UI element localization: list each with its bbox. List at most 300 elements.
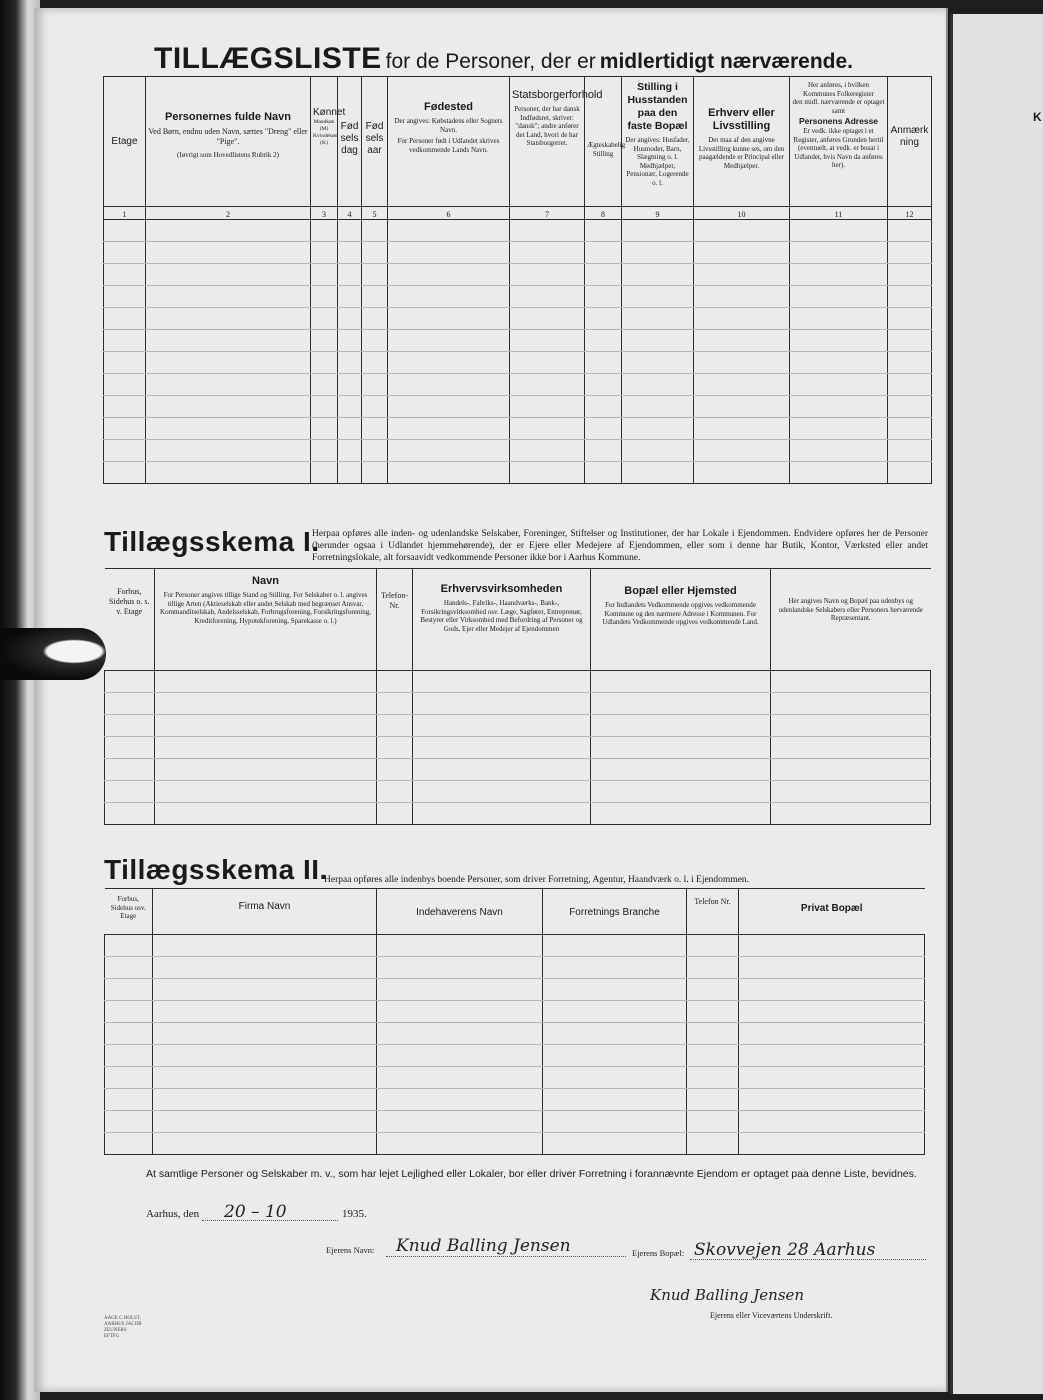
table-cell[interactable] <box>585 242 622 264</box>
table-cell[interactable] <box>155 803 377 825</box>
table-cell[interactable] <box>155 737 377 759</box>
table-cell[interactable] <box>790 330 888 352</box>
table-cell[interactable] <box>377 957 543 979</box>
table-row <box>105 715 931 737</box>
table-cell[interactable] <box>146 374 311 396</box>
table-cell[interactable] <box>377 1133 543 1155</box>
table-cell[interactable] <box>585 462 622 484</box>
table-cell[interactable] <box>362 264 388 286</box>
main-table-body <box>104 220 932 484</box>
table-cell[interactable] <box>585 264 622 286</box>
table-cell[interactable] <box>585 396 622 418</box>
table-cell[interactable] <box>622 308 694 330</box>
table-cell[interactable] <box>888 352 932 374</box>
adjacent-page <box>950 14 1043 1394</box>
table-cell[interactable] <box>790 352 888 374</box>
table-cell[interactable] <box>687 1001 739 1023</box>
table-cell[interactable] <box>790 264 888 286</box>
table-cell[interactable] <box>790 242 888 264</box>
table-cell[interactable] <box>888 374 932 396</box>
table-cell[interactable] <box>771 781 931 803</box>
table-cell[interactable] <box>585 330 622 352</box>
table-cell[interactable] <box>146 286 311 308</box>
table-cell[interactable] <box>687 979 739 1001</box>
table-cell[interactable] <box>153 957 377 979</box>
table-cell[interactable] <box>153 979 377 1001</box>
table-row <box>104 374 932 396</box>
skema1-header-row: Forbus, Sidehus o. s. v. Etage Navn For Personer angives tillige Stand og Stilling. For Selskaber o. l. angives tillige Arten (Aktieselskab eller andet Selskab med begrænset Ansvar, Kommanditselskab, Andelsselskab, Forbrugsforening, Forsikringsforening, Kreditforening, Hypotekforening, Sparekasse o. l.) Telefon-Nr. Erhvervsvirksomheden Handels-, Fabriks-, Haandværks-, Bank-, Forsikringsvirksomhed osv. Læge, Sagfører, Entreprenør, Bestyrer eller Virksomhed med Befordring af Personer og Gods, Ejer eller Medejer af Ejendommen Bopæl eller Hjemsted For Indlandets Vedkommende opgives vedkommende Kommune og den nærmere Adresse i Kommunen. For Udlandets Vedkommende opgives vedkommende Land. Her angives Navn og Bopæl paa udenbys og udenlandske Selskabers eller Personers herværende Repræsentant. <box>105 569 931 671</box>
table-cell[interactable] <box>694 418 790 440</box>
table-cell[interactable] <box>585 418 622 440</box>
table-cell[interactable] <box>622 418 694 440</box>
table-cell[interactable] <box>790 396 888 418</box>
main-header-row: Etage Personernes fulde Navn Ved Børn, endnu uden Navn, sættes "Dreng" eller "Pige". (Iøvrigt som Hovedlistens Rubrik 2) Kønnet Mandkøn (M) Kvindekøn (K) Fødselsdag Fødselsaar Fødested Der angives: Købstadens eller Sognets Navn. For Personer født i Udlandet skrives vedkommende Lands Navn. Statsborgerforhold Personer, der har dansk Indfødsret, skriver: "dansk"; andre anfører det Land, hvori de har Statsborgerret. Ægteskabelig Stilling Stilling i Husstanden paa den faste Bopæl Der angives: Husfader, Husmoder, Barn, Slægtning o. l. Medhjælper, Pensionær, Logerende o. l. Erhverv eller Livsstilling Det maa af den angivne Livsstilling kunne ses, om den paagældende er Principal eller Medhjælper. Her anføres, i hvilken Kommunes Folkeregister den midl. nærværende er optaget samt Personens Adresse Er vedk. ikke optaget i et Register, anføres Grunden hertil (eventuelt, at vedk. er bosat i Udlandet, hvis Navn da anføres her). Anmærkning <box>104 77 932 207</box>
table-row <box>105 737 931 759</box>
table-cell[interactable] <box>622 352 694 374</box>
table-cell[interactable] <box>622 396 694 418</box>
table-cell[interactable] <box>362 418 388 440</box>
table-cell[interactable] <box>687 1111 739 1133</box>
table-cell[interactable] <box>338 440 362 462</box>
main-column-numbers: 1 2 3 4 5 6 7 8 9 10 11 12 <box>104 207 932 220</box>
table-cell[interactable] <box>377 979 543 1001</box>
table-row <box>104 440 932 462</box>
table-cell[interactable] <box>790 308 888 330</box>
table-cell[interactable] <box>155 715 377 737</box>
table-cell[interactable] <box>377 671 413 693</box>
table-cell[interactable] <box>739 1111 925 1133</box>
table-cell[interactable] <box>388 264 510 286</box>
table-row <box>104 220 932 242</box>
table-row <box>105 781 931 803</box>
table-cell[interactable] <box>694 308 790 330</box>
table-cell[interactable] <box>105 979 153 1001</box>
page-title: TILLÆGSLISTE for de Personer, der er midlertidigt nærværende. <box>154 42 854 75</box>
table-row <box>104 330 932 352</box>
table-cell[interactable] <box>585 286 622 308</box>
table-cell[interactable] <box>311 264 338 286</box>
table-cell[interactable] <box>694 242 790 264</box>
table-cell[interactable] <box>790 440 888 462</box>
table-cell[interactable] <box>388 462 510 484</box>
table-cell[interactable] <box>105 737 155 759</box>
table-cell[interactable] <box>377 715 413 737</box>
table-cell[interactable] <box>622 264 694 286</box>
table-cell[interactable] <box>338 396 362 418</box>
table-cell[interactable] <box>888 462 932 484</box>
table-cell[interactable] <box>153 1023 377 1045</box>
table-cell[interactable] <box>105 715 155 737</box>
table-row <box>105 1111 925 1133</box>
table-cell[interactable] <box>694 286 790 308</box>
table-cell[interactable] <box>510 220 585 242</box>
owner-name-line <box>386 1256 626 1257</box>
table-cell[interactable] <box>622 242 694 264</box>
table-cell[interactable] <box>105 1089 153 1111</box>
signature-handwritten: Knud Balling Jensen <box>650 1286 805 1304</box>
skema2-table <box>104 888 925 1155</box>
table-cell[interactable] <box>311 418 338 440</box>
table-row <box>105 1045 925 1067</box>
owner-address-label: Ejerens Bopæl: <box>632 1248 685 1258</box>
skema2-header-row: Forbus, Sidehus osv. Etage Firma Navn Indehaverens Navn Forretnings Branche Telefon Nr. Privat Bopæl <box>105 889 925 935</box>
table-cell[interactable] <box>388 440 510 462</box>
table-cell[interactable] <box>771 693 931 715</box>
table-cell[interactable] <box>377 1111 543 1133</box>
table-cell[interactable] <box>888 220 932 242</box>
table-cell[interactable] <box>153 1001 377 1023</box>
printer-imprint: AAGE C HOLST, AARHUS JACOB ZEUNERS EFTFG <box>104 1316 142 1339</box>
table-cell[interactable] <box>388 308 510 330</box>
table-cell[interactable] <box>739 957 925 979</box>
table-cell[interactable] <box>585 374 622 396</box>
main-table <box>103 76 932 484</box>
table-cell[interactable] <box>362 330 388 352</box>
table-cell[interactable] <box>413 715 591 737</box>
table-cell[interactable] <box>694 330 790 352</box>
table-cell[interactable] <box>155 671 377 693</box>
table-cell[interactable] <box>622 330 694 352</box>
table-cell[interactable] <box>543 1001 687 1023</box>
skema1-note: Herpaa opføres alle inden- og udenlandske Selskaber, Foreninger, Stiftelser og Institutioner, der har Lokale i Ejendommen. Endvidere opføres her de Personer (herunder ogsaa i Udlandet hjemmehørende), der er Ejere eller Medejere af Ejendommen, eller som i denne har Butik, Kontor, Værksted eller andet Forretningslokale, alt forsaavidt vedkommende Personer ikke bor i Aarhus Kommune. <box>312 529 928 563</box>
table-cell[interactable] <box>694 264 790 286</box>
table-cell[interactable] <box>888 440 932 462</box>
table-cell[interactable] <box>510 352 585 374</box>
table-cell[interactable] <box>104 396 146 418</box>
table-cell[interactable] <box>622 462 694 484</box>
table-cell[interactable] <box>146 396 311 418</box>
table-cell[interactable] <box>687 957 739 979</box>
table-row <box>104 396 932 418</box>
table-cell[interactable] <box>311 330 338 352</box>
table-row <box>105 935 925 957</box>
table-cell[interactable] <box>105 693 155 715</box>
table-row <box>105 1089 925 1111</box>
table-cell[interactable] <box>543 1111 687 1133</box>
signature-label: Ejerens eller Viceværtens Underskrift. <box>710 1311 833 1320</box>
table-row <box>104 418 932 440</box>
table-cell[interactable] <box>105 803 155 825</box>
table-cell[interactable] <box>543 1023 687 1045</box>
table-cell[interactable] <box>105 957 153 979</box>
table-row <box>105 693 931 715</box>
table-cell[interactable] <box>591 693 771 715</box>
table-cell[interactable] <box>771 737 931 759</box>
table-cell[interactable] <box>739 1023 925 1045</box>
table-cell[interactable] <box>155 693 377 715</box>
table-cell[interactable] <box>311 242 338 264</box>
table-cell[interactable] <box>105 759 155 781</box>
table-cell[interactable] <box>104 220 146 242</box>
skema2-note: Herpaa opføres alle indenbys boende Personer, som driver Forretning, Agentur, Haandværk o. l. i Ejendommen. <box>324 875 750 885</box>
table-cell[interactable] <box>311 374 338 396</box>
table-cell[interactable] <box>888 264 932 286</box>
table-cell[interactable] <box>585 352 622 374</box>
table-cell[interactable] <box>543 1045 687 1067</box>
finger-holding-page <box>0 628 106 680</box>
table-cell[interactable] <box>338 308 362 330</box>
table-cell[interactable] <box>104 330 146 352</box>
table-cell[interactable] <box>543 1089 687 1111</box>
table-cell[interactable] <box>694 220 790 242</box>
table-cell[interactable] <box>146 330 311 352</box>
skema1-title: Tillægsskema I. <box>104 526 320 557</box>
table-cell[interactable] <box>104 418 146 440</box>
table-cell[interactable] <box>153 1089 377 1111</box>
table-cell[interactable] <box>146 462 311 484</box>
table-cell[interactable] <box>888 330 932 352</box>
table-cell[interactable] <box>362 462 388 484</box>
table-cell[interactable] <box>377 1023 543 1045</box>
table-cell[interactable] <box>888 308 932 330</box>
table-cell[interactable] <box>388 220 510 242</box>
table-cell[interactable] <box>146 220 311 242</box>
table-cell[interactable] <box>146 308 311 330</box>
table-cell[interactable] <box>585 308 622 330</box>
table-cell[interactable] <box>510 286 585 308</box>
table-cell[interactable] <box>362 352 388 374</box>
table-cell[interactable] <box>377 737 413 759</box>
table-cell[interactable] <box>413 671 591 693</box>
table-cell[interactable] <box>311 396 338 418</box>
table-cell[interactable] <box>146 418 311 440</box>
table-cell[interactable] <box>739 1089 925 1111</box>
table-cell[interactable] <box>105 671 155 693</box>
table-cell[interactable] <box>543 1133 687 1155</box>
table-cell[interactable] <box>790 418 888 440</box>
table-cell[interactable] <box>105 1067 153 1089</box>
table-cell[interactable] <box>362 286 388 308</box>
place-label: Aarhus, den <box>146 1208 200 1220</box>
table-cell[interactable] <box>104 352 146 374</box>
table-row <box>105 671 931 693</box>
table-cell[interactable] <box>687 1067 739 1089</box>
table-cell[interactable] <box>104 462 146 484</box>
table-cell[interactable] <box>622 374 694 396</box>
table-cell[interactable] <box>413 693 591 715</box>
table-cell[interactable] <box>377 803 413 825</box>
table-cell[interactable] <box>510 374 585 396</box>
table-cell[interactable] <box>311 286 338 308</box>
table-cell[interactable] <box>771 671 931 693</box>
table-cell[interactable] <box>311 440 338 462</box>
table-cell[interactable] <box>687 1089 739 1111</box>
table-cell[interactable] <box>388 374 510 396</box>
table-cell[interactable] <box>153 1045 377 1067</box>
table-cell[interactable] <box>104 242 146 264</box>
table-cell[interactable] <box>543 935 687 957</box>
table-cell[interactable] <box>510 440 585 462</box>
table-cell[interactable] <box>591 759 771 781</box>
table-cell[interactable] <box>771 803 931 825</box>
table-row <box>105 1133 925 1155</box>
table-cell[interactable] <box>377 935 543 957</box>
table-cell[interactable] <box>591 781 771 803</box>
table-row <box>104 264 932 286</box>
table-cell[interactable] <box>104 440 146 462</box>
table-cell[interactable] <box>622 220 694 242</box>
adjacent-page-letter: K <box>1033 110 1042 124</box>
table-cell[interactable] <box>362 440 388 462</box>
table-row <box>105 979 925 1001</box>
table-cell[interactable] <box>739 935 925 957</box>
table-cell[interactable] <box>377 781 413 803</box>
table-cell[interactable] <box>338 330 362 352</box>
owner-name-handwritten: Knud Balling Jensen <box>396 1236 571 1256</box>
table-cell[interactable] <box>388 396 510 418</box>
skema1-table <box>104 568 931 825</box>
table-cell[interactable] <box>694 396 790 418</box>
table-cell[interactable] <box>585 440 622 462</box>
table-cell[interactable] <box>388 330 510 352</box>
table-cell[interactable] <box>591 803 771 825</box>
table-cell[interactable] <box>694 462 790 484</box>
table-cell[interactable] <box>153 1067 377 1089</box>
table-cell[interactable] <box>104 264 146 286</box>
table-cell[interactable] <box>338 264 362 286</box>
table-cell[interactable] <box>591 737 771 759</box>
table-cell[interactable] <box>377 1089 543 1111</box>
table-cell[interactable] <box>790 374 888 396</box>
table-cell[interactable] <box>790 220 888 242</box>
table-cell[interactable] <box>413 781 591 803</box>
table-cell[interactable] <box>739 1067 925 1089</box>
table-cell[interactable] <box>694 374 790 396</box>
table-cell[interactable] <box>888 396 932 418</box>
table-cell[interactable] <box>388 352 510 374</box>
table-cell[interactable] <box>105 1133 153 1155</box>
table-row <box>105 957 925 979</box>
table-cell[interactable] <box>105 1045 153 1067</box>
table-cell[interactable] <box>543 957 687 979</box>
table-cell[interactable] <box>687 1045 739 1067</box>
table-cell[interactable] <box>591 715 771 737</box>
table-cell[interactable] <box>388 418 510 440</box>
table-cell[interactable] <box>153 1133 377 1155</box>
table-cell[interactable] <box>510 242 585 264</box>
table-cell[interactable] <box>510 418 585 440</box>
table-cell[interactable] <box>694 440 790 462</box>
table-row <box>104 286 932 308</box>
table-cell[interactable] <box>155 759 377 781</box>
table-row <box>105 1067 925 1089</box>
table-cell[interactable] <box>153 935 377 957</box>
table-cell[interactable] <box>687 1133 739 1155</box>
table-cell[interactable] <box>687 1023 739 1045</box>
table-cell[interactable] <box>510 330 585 352</box>
table-cell[interactable] <box>146 242 311 264</box>
form-page <box>34 8 948 1392</box>
table-cell[interactable] <box>146 352 311 374</box>
table-cell[interactable] <box>362 242 388 264</box>
table-cell[interactable] <box>362 308 388 330</box>
table-cell[interactable] <box>377 693 413 715</box>
table-cell[interactable] <box>510 396 585 418</box>
table-cell[interactable] <box>311 352 338 374</box>
table-cell[interactable] <box>105 1111 153 1133</box>
table-cell[interactable] <box>413 759 591 781</box>
table-cell[interactable] <box>543 1067 687 1089</box>
table-cell[interactable] <box>338 418 362 440</box>
table-cell[interactable] <box>105 1023 153 1045</box>
table-cell[interactable] <box>338 286 362 308</box>
table-cell[interactable] <box>585 220 622 242</box>
skema1-table-body <box>105 671 931 825</box>
table-cell[interactable] <box>146 264 311 286</box>
table-cell[interactable] <box>622 286 694 308</box>
attestation-text: At samtlige Personer og Selskaber m. v., som har lejet Lejlighed eller Lokaler, bor eller driver Forretning i forannævnte Ejendom er optaget paa denne Liste, bevidnes. <box>146 1168 917 1180</box>
table-cell[interactable] <box>146 440 311 462</box>
year-label: 1935. <box>342 1208 367 1220</box>
table-cell[interactable] <box>104 374 146 396</box>
table-cell[interactable] <box>622 440 694 462</box>
table-cell[interactable] <box>377 759 413 781</box>
table-cell[interactable] <box>377 1067 543 1089</box>
table-row <box>104 462 932 484</box>
table-cell[interactable] <box>362 396 388 418</box>
table-cell[interactable] <box>888 418 932 440</box>
table-cell[interactable] <box>739 979 925 1001</box>
table-cell[interactable] <box>790 462 888 484</box>
table-cell[interactable] <box>377 1001 543 1023</box>
table-cell[interactable] <box>362 220 388 242</box>
table-cell[interactable] <box>413 737 591 759</box>
table-cell[interactable] <box>388 242 510 264</box>
table-cell[interactable] <box>311 220 338 242</box>
table-cell[interactable] <box>362 374 388 396</box>
table-cell[interactable] <box>771 759 931 781</box>
table-row <box>105 759 931 781</box>
table-cell[interactable] <box>105 781 155 803</box>
table-cell[interactable] <box>388 286 510 308</box>
table-cell[interactable] <box>510 462 585 484</box>
table-cell[interactable] <box>311 462 338 484</box>
table-cell[interactable] <box>543 979 687 1001</box>
table-cell[interactable] <box>888 286 932 308</box>
table-cell[interactable] <box>338 352 362 374</box>
table-cell[interactable] <box>413 803 591 825</box>
table-row <box>105 803 931 825</box>
table-cell[interactable] <box>739 1001 925 1023</box>
table-cell[interactable] <box>510 308 585 330</box>
table-cell[interactable] <box>694 352 790 374</box>
table-cell[interactable] <box>153 1111 377 1133</box>
table-cell[interactable] <box>311 308 338 330</box>
table-cell[interactable] <box>338 374 362 396</box>
table-cell[interactable] <box>155 781 377 803</box>
table-cell[interactable] <box>105 1001 153 1023</box>
table-cell[interactable] <box>338 462 362 484</box>
table-cell[interactable] <box>105 935 153 957</box>
table-cell[interactable] <box>739 1133 925 1155</box>
date-handwritten: 20 – 10 <box>224 1202 287 1222</box>
table-cell[interactable] <box>771 715 931 737</box>
table-cell[interactable] <box>338 242 362 264</box>
table-cell[interactable] <box>338 220 362 242</box>
table-cell[interactable] <box>790 286 888 308</box>
table-cell[interactable] <box>104 286 146 308</box>
table-cell[interactable] <box>591 671 771 693</box>
table-cell[interactable] <box>687 935 739 957</box>
table-cell[interactable] <box>377 1045 543 1067</box>
table-cell[interactable] <box>888 242 932 264</box>
skema2-table-body <box>105 935 925 1155</box>
table-cell[interactable] <box>104 308 146 330</box>
table-row <box>105 1023 925 1045</box>
table-cell[interactable] <box>739 1045 925 1067</box>
table-cell[interactable] <box>510 264 585 286</box>
table-row <box>104 308 932 330</box>
